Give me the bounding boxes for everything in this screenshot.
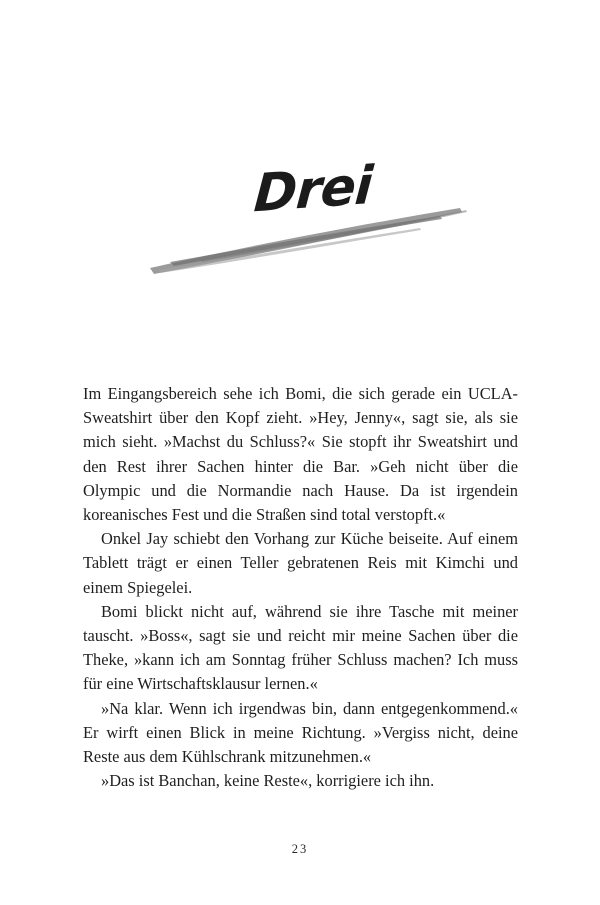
chapter-body xyxy=(83,382,518,793)
chapter-title: Drei xyxy=(252,155,374,225)
page-number: 23 xyxy=(291,842,309,856)
paragraph: Im Eingangsbereich sehe ich Bomi, die sich gerade ein UCLA-Sweatshirt über den Kopf zieht. »Hey, Jenny«, sagt sie, als sie mich sieht. »Machst du Schluss?« Sie stopft ihr Sweatshirt und den Rest ihrer Sachen hinter die Bar. »Geh nicht über die Olympic und die Normandie nach Hause. Da ist irgendein koreanisches Fest und die Straßen sind total verstopft.« xyxy=(83,384,518,525)
chapter-heading xyxy=(140,150,470,290)
paragraph: »Das ist Banchan, keine Reste«, korrigiere ich ihn. xyxy=(101,771,435,791)
paragraph: Bomi blickt nicht auf, während sie ihre Tasche mit meiner tauscht. »Boss«, sagt sie und reicht mir meine Sachen über die Theke, »kann ich am Sonntag früher Schluss machen? Ich muss für eine Wirtschaftsklausur lernen.« xyxy=(83,601,518,694)
paragraph: »Na klar. Wenn ich irgendwas bin, dann entgegenkommend.« Er wirft einen Blick in meine Richtung. »Vergiss nicht, deine Reste aus dem Kühlschrank mitzunehmen.« xyxy=(83,698,518,767)
paragraph: Onkel Jay schiebt den Vorhang zur Küche beiseite. Auf einem Tablett trägt er einen Teller gebratenen Reis mit Kimchi und einem Spiegelei. xyxy=(83,529,518,597)
